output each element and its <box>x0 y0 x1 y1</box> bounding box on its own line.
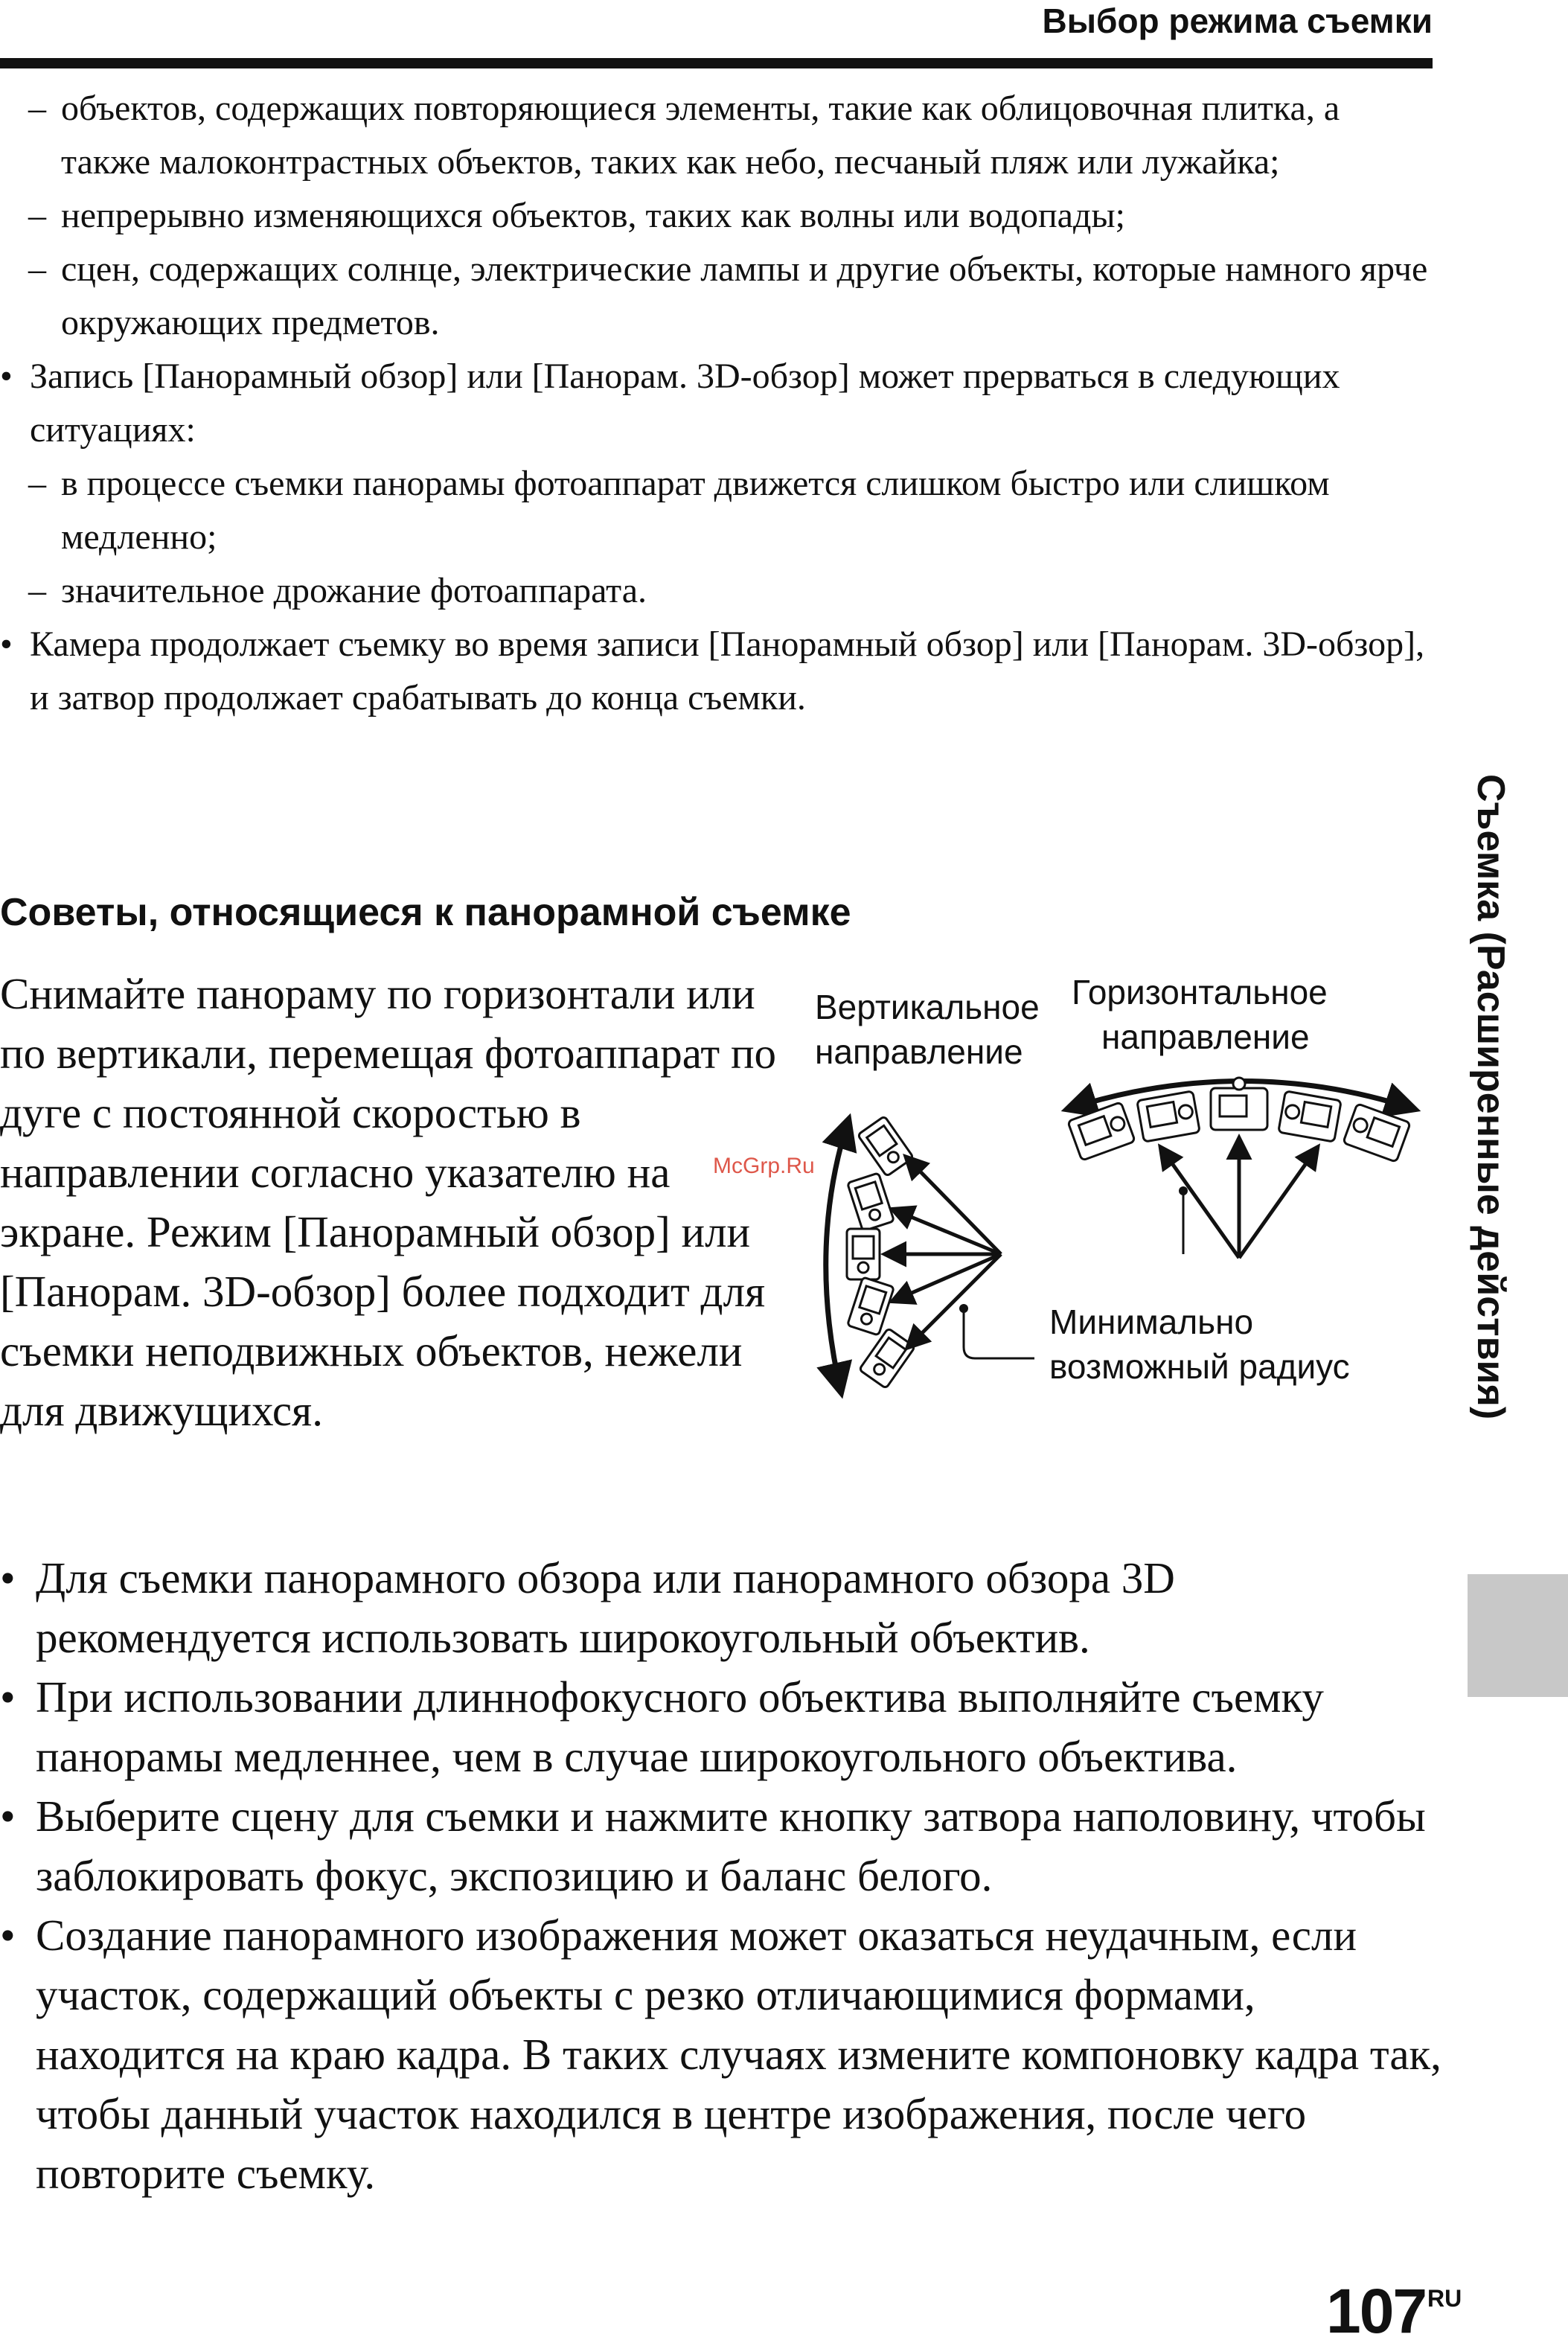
panorama-diagram <box>781 960 1451 1422</box>
notes-list <box>0 82 1436 725</box>
section-title: Советы, относящиеся к панорамной съемке <box>0 891 851 934</box>
dash-marker: – <box>28 571 46 610</box>
horizontal-direction-label-line1: Горизонтальное <box>1072 973 1328 1011</box>
bullet-marker: • <box>0 1553 16 1602</box>
note-item <box>0 350 1436 457</box>
tip-text: При использовании длиннофокусного объектива выполняйте съемку панорамы медленнее, чем в случае широкоугольного объектива. <box>36 1672 1324 1781</box>
chapter-tab-marker <box>1468 1574 1568 1697</box>
dash-marker: – <box>28 249 46 289</box>
page-header-title: Выбор режима съемки <box>1042 1 1433 40</box>
note-text: непрерывно изменяющихся объектов, таких как волны или водопады; <box>61 196 1125 235</box>
bullet-marker: • <box>0 1792 16 1841</box>
horizontal-direction-label-line2: направление <box>1101 1017 1310 1056</box>
radius-pointer-horizontal <box>1179 1186 1188 1254</box>
note-text: значительное дрожание фотоаппарата. <box>61 571 647 610</box>
bullet-marker: • <box>0 1672 16 1722</box>
dash-marker: – <box>28 89 46 128</box>
min-radius-label-line1: Минимально <box>1049 1303 1254 1341</box>
radius-pointer-vertical <box>959 1304 1034 1358</box>
note-item <box>0 618 1436 725</box>
note-text: сцен, содержащих солнце, электрические лампы и другие объекты, которые намного ярче окружающих предметов. <box>61 249 1428 342</box>
chapter-side-tab: Съемка (Расширенные действия) <box>1469 774 1512 1420</box>
tip-item <box>0 1667 1444 1786</box>
page-language-suffix: RU <box>1427 2285 1462 2312</box>
note-item <box>0 457 1436 564</box>
min-radius-label-line2: возможный радиус <box>1049 1347 1350 1386</box>
note-text: объектов, содержащих повторяющиеся элементы, такие как облицовочная плитка, а также малоконтрастных объектов, таких как небо, песчаный пляж или лужайка; <box>61 89 1340 182</box>
dash-marker: – <box>28 464 46 503</box>
note-item <box>0 82 1436 189</box>
note-item <box>0 564 1436 618</box>
intro-text: Снимайте панораму по горизонтали или по вертикали, перемещая фотоаппарат по дуге с постоянной скоростью в направлении согласно указателю на экране. Режим [Панорамный обзор] или [Панорам. 3D-обзор] более подходит для съемки неподвижных объектов, нежели для движущихся. <box>0 969 777 1435</box>
note-item <box>0 189 1436 243</box>
tip-text: Создание панорамного изображения может оказаться неудачным, если участок, содержащий объекты с резко отличающимися формами, находится на краю кадра. В таких случаях измените компоновку кадра так, чтобы данный участок находился в центре изображения, после чего повторите съемку. <box>36 1911 1441 2198</box>
bullet-marker: • <box>0 357 13 396</box>
dash-marker: – <box>28 196 46 235</box>
tip-item <box>0 1905 1444 2203</box>
vertical-direction-label-line1: Вертикальное <box>815 988 1040 1026</box>
tips-list <box>0 1548 1444 2203</box>
bullet-marker: • <box>0 624 13 664</box>
vertical-radius-rays <box>886 1157 1001 1347</box>
tip-text: Выберите сцену для съемки и нажмите кнопку затвора наполовину, чтобы заблокировать фокус, экспозицию и баланс белого. <box>36 1792 1426 1900</box>
note-text: Камера продолжает съемку во время записи [Панорамный обзор] или [Панорам. 3D-обзор], и затвор продолжает срабатывать до конца съемки. <box>30 624 1425 717</box>
tip-item <box>0 1548 1444 1667</box>
note-text: в процессе съемки панорамы фотоаппарат движется слишком быстро или слишком медленно; <box>61 464 1330 557</box>
intro-paragraph <box>0 964 796 1440</box>
tip-item <box>0 1786 1444 1905</box>
page-number: 107 <box>1326 2276 1427 2346</box>
vertical-direction-arc <box>826 1120 848 1392</box>
tip-text: Для съемки панорамного обзора или панорамного обзора 3D рекомендуется использовать широкоугольный объектив. <box>36 1553 1175 1662</box>
bullet-marker: • <box>0 1911 16 1960</box>
header-rule <box>0 58 1433 68</box>
vertical-direction-label-line2: направление <box>815 1032 1023 1071</box>
watermark: McGrp.Ru <box>713 1154 815 1178</box>
note-text: Запись [Панорамный обзор] или [Панорам. 3D-обзор] может прерваться в следующих ситуациях: <box>30 357 1340 450</box>
note-item <box>0 243 1436 350</box>
